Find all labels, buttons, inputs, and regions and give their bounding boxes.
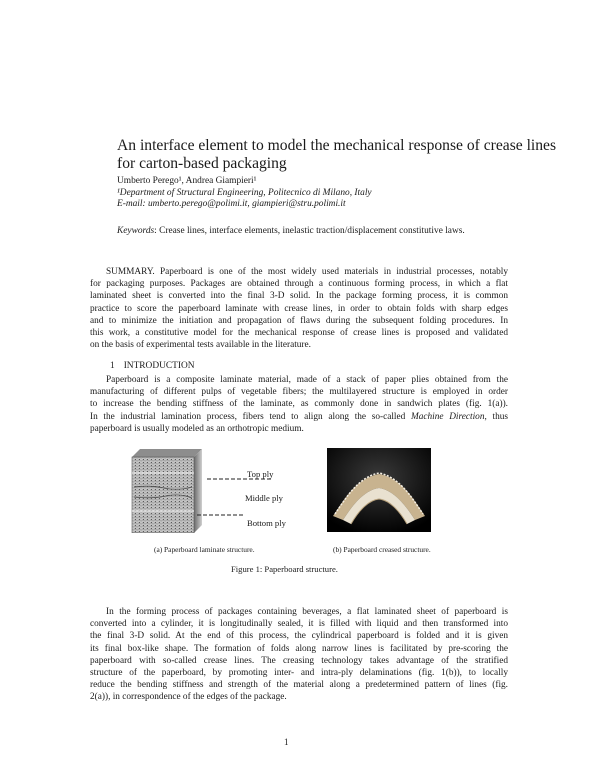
summary-line: on the basis of experimental tests available in the literature. [90, 340, 311, 351]
intro-line: manufacturing of different pulps of vegetable fibers; the multilayered structure is employed in order [90, 387, 508, 398]
page-number: 1 [284, 737, 289, 747]
summary-line: practice to score the paperboard laminate with crease lines, in order to obtain folds with sharp edges [90, 303, 508, 314]
laminate-structure-image [130, 447, 204, 533]
keywords-label: Keywords [117, 226, 155, 236]
section-heading [110, 361, 195, 371]
intro-paragraph [90, 374, 508, 435]
author-names: Umberto Perego¹, Andrea Giampieri¹ [117, 176, 257, 186]
body-line: paperboard with so-called crease lines. The creasing technology takes advantage of the stratified [90, 655, 508, 666]
title-line-2: for carton-based packaging [117, 155, 287, 172]
subcaption-a: (a) Paperboard laminate structure. [154, 545, 255, 554]
intro-line: Paperboard is a composite laminate material, made of a stack of paper plies obtained from the [106, 375, 508, 385]
body-line: 2(a)), in correspondence of the edges of the package. [90, 692, 287, 703]
body-line: structure of the paperboard, by promoting inter- and intra-ply delaminations (fig. 1(b)), to locally [90, 668, 508, 679]
intro-line [90, 411, 508, 423]
subcaption-b: (b) Paperboard creased structure. [333, 545, 431, 554]
body-line: its final box-like shape. The formation of folds along narrow lines is facilitated by pre-scoring the [90, 643, 508, 654]
machine-direction-term: Machine Direction [410, 411, 485, 422]
author-block [117, 176, 372, 211]
creased-structure-image [327, 448, 431, 532]
author-email: E-mail: umberto.perego@polimi.it, giampieri@stru.polimi.it [117, 199, 346, 209]
summary-line: and to minimize the initiation and propagation of flaws during the subsequent folding procedures. In [90, 315, 508, 326]
body-line: converted into a cylinder, it is longitudinally sealed, it is filled with liquid and then transformed into [90, 619, 508, 630]
middle-ply-label: Middle ply [245, 493, 283, 503]
top-ply-label: Top ply [247, 469, 274, 479]
body-paragraph [90, 606, 508, 704]
summary-line: laminated sheet is converted into the final 3-D solid. In the package forming process, it is common [90, 291, 508, 302]
paper-title [117, 137, 557, 173]
author-affiliation: ¹Department of Structural Engineering, Politecnico di Milano, Italy [117, 187, 372, 198]
intro-text: In the industrial lamination process, fibers tend to align along the so-called [90, 411, 411, 422]
figure-caption: Figure 1: Paperboard structure. [231, 564, 338, 574]
section-title: INTRODUCTION [123, 361, 195, 371]
summary-line: this work, a constitutive model for the mechanical response of crease lines is proposed and validated [90, 328, 508, 339]
summary-line: SUMMARY. Paperboard is one of the most widely used materials in industrial processes, notably [106, 267, 508, 277]
intro-line: to increase the bending stiffness of the laminate, as commonly done in sandwich plates (fig. 1(a)). [90, 399, 508, 410]
title-line-1: An interface element to model the mechanical response of crease lines [117, 137, 557, 154]
section-number: 1 [110, 361, 115, 371]
intro-line: paperboard is usually modeled as an orthotropic medium. [90, 423, 304, 434]
body-line: reduce the bending stiffness and strength of the material along a predetermined pattern of lines (fig. [90, 680, 508, 691]
keywords-text: : Crease lines, interface elements, inelastic traction/displacement constitutive laws. [154, 226, 465, 236]
body-line: In the forming process of packages containing beverages, a flat laminated sheet of paperboard is [106, 607, 508, 617]
summary-paragraph [90, 266, 508, 351]
intro-text: , thus [484, 411, 508, 422]
summary-line: for packaging purposes. Packages are obtained through a continuous forming process, in which a flat [90, 279, 508, 290]
bottom-ply-label: Bottom ply [247, 518, 286, 528]
keywords [117, 226, 465, 236]
body-line: the final 3-D solid. At the end of this process, the cylindrical paperboard is folded and it is given [90, 631, 508, 642]
